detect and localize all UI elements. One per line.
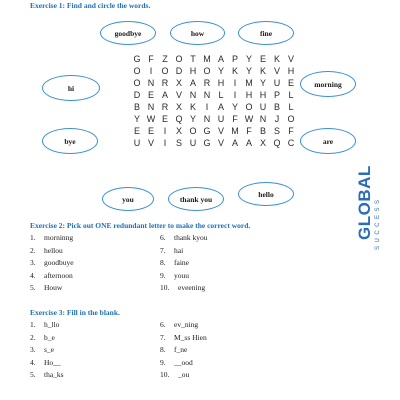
grid-letter[interactable]: Y [133,114,140,124]
list-item [30,332,64,345]
grid-letter[interactable]: O [133,78,141,88]
grid-letter[interactable]: I [163,126,167,136]
grid-letter[interactable]: Y [231,102,238,112]
grid-letter[interactable]: B [259,126,266,136]
grid-letter[interactable]: F [232,114,238,124]
grid-letter[interactable]: G [133,54,141,64]
word-bubble-are: are [300,128,356,154]
grid-letter[interactable]: D [175,66,183,76]
grid-letter[interactable]: H [287,66,295,76]
grid-letter[interactable]: U [217,114,225,124]
item-word: eveening [178,283,206,292]
list-item [30,232,74,245]
item-number: 5. [30,283,36,292]
list-item [30,319,64,332]
grid-letter[interactable]: W [244,114,254,124]
word-search-grid [130,53,298,149]
word-bubble-goodbye: goodbye [100,21,156,45]
grid-letter[interactable]: O [245,102,253,112]
grid-letter[interactable]: G [203,138,211,148]
list-item [30,357,64,370]
grid-letter[interactable]: N [147,102,155,112]
exercise3-list-right [160,319,207,382]
grid-letter[interactable]: I [233,78,237,88]
list-item [160,332,207,345]
grid-letter[interactable]: O [189,126,197,136]
exercise2-heading: Exercise 2: Pick out ONE redundant letter to make the correct word. [30,221,251,230]
grid-letter[interactable]: T [190,54,196,64]
item-word: hellou [44,245,63,255]
exercise3-heading: Exercise 3: Fill in the blank. [30,308,120,317]
grid-letter[interactable]: E [133,126,140,136]
grid-letter[interactable]: X [175,126,182,136]
grid-letter[interactable]: A [217,54,224,64]
grid-letter[interactable]: M [203,54,211,64]
grid-letter[interactable]: O [175,54,183,64]
item-number: 3. [30,258,36,267]
item-number: 2. [30,245,36,255]
grid-letter[interactable]: H [245,90,253,100]
grid-letter[interactable]: S [273,126,280,136]
grid-letter[interactable]: I [205,102,209,112]
grid-letter[interactable]: A [161,90,168,100]
grid-letter[interactable]: W [146,114,156,124]
word-bubble-morning: morning [300,71,356,97]
grid-letter[interactable]: V [217,138,224,148]
grid-letter[interactable]: V [273,66,280,76]
grid-letter[interactable]: N [147,78,155,88]
word-bubble-thank-you: thank you [168,187,224,211]
item-word: _ou [178,370,190,379]
item-number: 1. [30,320,36,329]
grid-letter[interactable]: K [259,66,266,76]
grid-letter[interactable]: O [287,114,295,124]
exercise3-list-left [30,319,64,382]
grid-letter[interactable]: N [189,90,197,100]
grid-letter[interactable]: K [273,54,280,64]
grid-letter[interactable]: R [161,102,169,112]
list-item [160,282,208,295]
grid-letter[interactable]: M [231,126,239,136]
exercise1-heading: Exercise 1: Find and circle the words. [30,1,151,10]
grid-letter[interactable]: U [273,78,281,88]
grid-letter[interactable]: A [189,78,196,88]
grid-letter[interactable]: A [245,138,252,148]
item-word: h_llo [44,320,60,329]
item-number: 8. [160,258,166,267]
grid-letter[interactable]: Y [245,54,252,64]
grid-letter[interactable]: F [288,126,294,136]
grid-letter[interactable]: F [148,54,154,64]
grid-letter[interactable]: J [274,114,280,124]
item-word: s_e [44,345,54,354]
word-bubble-bye: bye [42,128,98,154]
grid-letter[interactable]: U [133,138,141,148]
item-word: hai [174,245,184,255]
grid-letter[interactable]: Y [259,78,266,88]
grid-letter[interactable]: X [259,138,266,148]
grid-letter[interactable]: F [246,126,252,136]
word-bubble-how: how [170,21,225,45]
grid-letter[interactable]: H [259,90,267,100]
grid-letter[interactable]: O [203,66,211,76]
item-word: ev_ning [174,320,199,329]
item-number: 6. [160,233,166,242]
list-item [30,257,74,270]
item-word: youu [174,270,189,280]
grid-letter[interactable]: H [217,78,225,88]
grid-letter[interactable]: A [231,138,238,148]
brand-success: SUCCESS [375,196,381,250]
grid-letter[interactable]: L [288,90,294,100]
list-item [160,270,208,283]
exercise2-list-right [160,232,208,295]
grid-letter[interactable]: E [147,126,154,136]
brand-global: GLOBAL [355,165,374,240]
grid-letter[interactable]: E [161,114,168,124]
grid-letter[interactable]: Y [189,114,196,124]
grid-letter[interactable]: X [175,102,182,112]
item-number: 10. [160,283,170,292]
grid-letter[interactable]: S [175,138,182,148]
grid-letter[interactable]: I [233,90,237,100]
grid-letter[interactable]: Q [273,138,281,148]
grid-letter[interactable]: P [231,54,238,64]
grid-letter[interactable]: E [147,90,154,100]
grid-letter[interactable]: C [287,138,295,148]
grid-letter[interactable]: V [287,54,294,64]
grid-letter[interactable]: V [147,138,154,148]
item-number: 4. [30,357,36,367]
list-item [160,232,208,245]
item-number: 4. [30,270,36,280]
word-bubble-hello: hello [238,182,294,206]
item-word: b_e [44,332,55,342]
word-bubble-hi: hi [42,75,100,101]
brand-logo [355,110,395,280]
grid-letter[interactable]: Q [175,114,183,124]
grid-letter[interactable]: K [189,102,196,112]
item-number: 7. [160,332,166,342]
grid-letter[interactable]: I [163,138,167,148]
item-word: faine [174,258,189,267]
item-number: 2. [30,332,36,342]
grid-letter[interactable]: R [161,78,169,88]
grid-letter[interactable]: O [133,66,141,76]
grid-letter[interactable]: B [133,102,140,112]
item-number: 1. [30,233,36,242]
item-word: Ho__ [44,357,61,367]
item-number: 8. [160,345,166,354]
list-item [30,282,74,295]
grid-letter[interactable]: L [218,90,224,100]
grid-letter[interactable]: Y [217,66,224,76]
item-word: __ood [174,357,193,367]
grid-letter[interactable]: X [175,78,182,88]
exercise2-list-left [30,232,74,295]
list-item [30,369,64,382]
grid-letter[interactable]: E [287,78,294,88]
grid-letter[interactable]: U [189,138,197,148]
grid-letter[interactable]: G [203,126,211,136]
item-number: 3. [30,345,36,354]
list-item [160,369,207,382]
grid-letter[interactable]: N [203,114,211,124]
item-number: 10. [160,370,170,379]
item-word: f_ne [174,345,188,354]
grid-letter[interactable]: P [273,90,280,100]
grid-letter[interactable]: B [273,102,280,112]
grid-letter[interactable]: L [288,102,294,112]
item-word: goodbuye [44,258,74,267]
word-bubble-fine: fine [238,21,294,45]
grid-letter[interactable]: D [133,90,141,100]
grid-letter[interactable]: M [245,78,253,88]
list-item [160,344,207,357]
grid-letter[interactable]: Z [162,54,168,64]
grid-letter[interactable]: V [217,126,224,136]
grid-letter[interactable]: U [259,102,267,112]
list-item [30,344,64,357]
item-word: Houw [44,283,63,292]
item-word: morninng [44,233,74,242]
item-number: 5. [30,370,36,379]
list-item [160,257,208,270]
item-number: 9. [160,357,166,367]
list-item [30,245,74,258]
grid-letter[interactable]: H [189,66,197,76]
list-item [160,319,207,332]
grid-letter[interactable]: A [217,102,224,112]
list-item [160,245,208,258]
grid-letter[interactable]: K [231,66,238,76]
grid-letter[interactable]: Y [245,66,252,76]
grid-letter[interactable]: E [259,54,266,64]
item-number: 9. [160,270,166,280]
grid-letter[interactable]: V [175,90,182,100]
item-word: afternoon [44,270,73,280]
item-word: M_ss Hien [174,332,207,342]
grid-letter[interactable]: N [203,90,211,100]
grid-letter[interactable]: R [203,78,211,88]
item-number: 7. [160,245,166,255]
item-word: thank kyou [174,233,208,242]
list-item [160,357,207,370]
item-number: 6. [160,320,166,329]
grid-letter[interactable]: N [259,114,267,124]
list-item [30,270,74,283]
item-word: tha_ks [44,370,64,379]
word-bubble-you: you [102,187,154,211]
grid-letter[interactable]: O [161,66,169,76]
grid-letter[interactable]: I [149,66,153,76]
